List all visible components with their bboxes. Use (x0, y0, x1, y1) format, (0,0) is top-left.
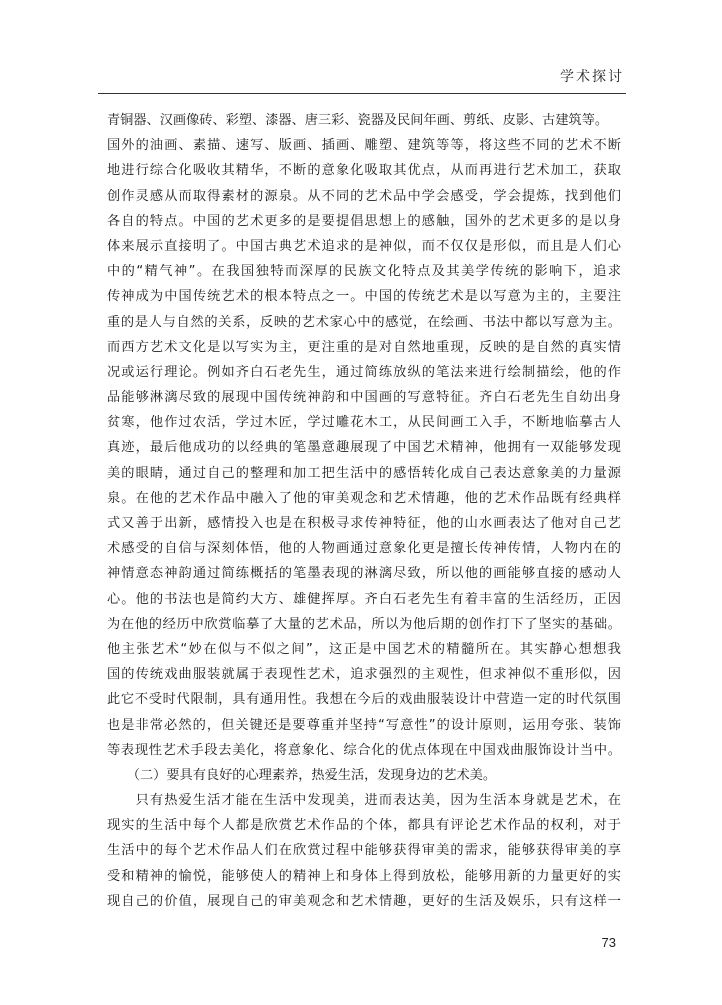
running-header-title: 学术探讨 (560, 69, 624, 85)
text-line: 青铜器、汉画像砖、彩塑、漆器、唐三彩、瓷器及民间年画、剪纸、皮影、古建筑等。 (107, 113, 609, 128)
text-line: 创作灵感从而取得素材的源泉。从不同的艺术品中学会感受，学会提炼，找到他们 (107, 188, 621, 204)
article-body (107, 108, 621, 914)
text-line: 只有热爱生活才能在生活中发现美，进而表达美，因为生活本身就是艺术，在 (107, 793, 621, 809)
text-line: 也是非常必然的，但关键还是要尊重并坚持“写意性”的设计原则，运用夸张、装饰 (107, 717, 621, 733)
page-number: 73 (601, 935, 616, 950)
text-line: 术感受的自信与深刻体悟，他的人物画通过意象化更是擅长传神传情，人物内在的 (107, 541, 621, 557)
header-rule (98, 93, 626, 94)
text-line: 美的眼睛，通过自己的整理和加工把生活中的感悟转化成自己表达意象美的力量源 (107, 465, 621, 481)
text-line: 贫寒，他作过农活，学过木匠，学过雕花木工，从民间画工入手，不断地临摹古人 (107, 415, 621, 431)
text-line: 生活中的每个艺术作品人们在欣赏过程中能够获得审美的需求，能够获得审美的享 (107, 843, 621, 859)
text-line: 等表现性艺术手段去美化，将意象化、综合化的优点体现在中国戏曲服饰设计当中。 (107, 742, 621, 758)
text-line: 此它不受时代限制，具有通用性。我想在今后的戏曲服装设计中营造一定的时代氛围 (107, 692, 621, 708)
text-line: 现自己的价值，展现自己的审美观念和艺术情趣，更好的生活及娱乐，只有这样一 (107, 893, 621, 909)
text-line: 现实的生活中每个人都是欣赏艺术作品的个体，都具有评论艺术作品的权利，对于 (107, 818, 621, 834)
text-line: 国外的油画、素描、速写、版画、插画、雕塑、建筑等等，将这些不同的艺术不断 (107, 138, 621, 154)
text-line: 国的传统戏曲服装就属于表现性艺术，追求强烈的主观性，但求神似不重形似，因 (107, 667, 621, 683)
text-line: 中的“精气神”。在我国独特而深厚的民族文化特点及其美学传统的影响下，追求 (107, 264, 621, 280)
text-line: （二）要具有良好的心理素养，热爱生活，发现身边的艺术美。 (107, 767, 497, 783)
text-line: 体来展示直接明了。中国古典艺术追求的是神似，而不仅仅是形似，而且是人们心 (107, 238, 621, 254)
text-line: 重的是人与自然的关系，反映的艺术家心中的感觉，在绘画、书法中都以写意为主。 (107, 314, 621, 330)
text-line: 真迹，最后他成功的以经典的笔墨意趣展现了中国艺术精神，他拥有一双能够发现 (107, 440, 621, 456)
text-line: 受和精神的愉悦，能够使人的精神上和身体上得到放松，能够用新的力量更好的实 (107, 868, 621, 884)
text-line: 况或运行理论。例如齐白石老先生，通过简练放纵的笔法来进行绘制描绘，他的作 (107, 364, 621, 380)
text-line: 泉。在他的艺术作品中融入了他的审美观念和艺术情趣，他的艺术作品既有经典样 (107, 490, 621, 506)
text-line: 而西方艺术文化是以写实为主，更注重的是对自然地重现，反映的是自然的真实情 (107, 339, 621, 355)
text-line: 式又善于出新，感情投入也是在积极寻求传神特征，他的山水画表达了他对自己艺 (107, 516, 621, 531)
text-line: 为在他的经历中欣赏临摹了大量的艺术品，所以为他后期的创作打下了坚实的基础。 (107, 616, 621, 632)
text-line: 地进行综合化吸收其精华，不断的意象化吸取其优点，从而再进行艺术加工，获取 (107, 163, 621, 179)
text-line: 神情意态神韵通过简练概括的笔墨表现的淋漓尽致，所以他的画能够直接的感动人 (107, 566, 621, 582)
text-line: 心。他的书法也是简约大方、雄健挥厚。齐白石老先生有着丰富的生活经历，正因 (107, 591, 621, 607)
text-line: 品能够淋漓尽致的展现中国传统神韵和中国画的写意特征。齐白石老先生自幼出身 (107, 390, 621, 406)
text-line: 他主张艺术“妙在似与不似之间”，这正是中国艺术的精髓所在。其实静心想想我 (107, 641, 621, 657)
text-line: 各自的特点。中国的艺术更多的是要提倡思想上的感触，国外的艺术更多的是以身 (107, 213, 621, 229)
text-line: 传神成为中国传统艺术的根本特点之一。中国的传统艺术是以写意为主的，主要注 (107, 289, 621, 305)
